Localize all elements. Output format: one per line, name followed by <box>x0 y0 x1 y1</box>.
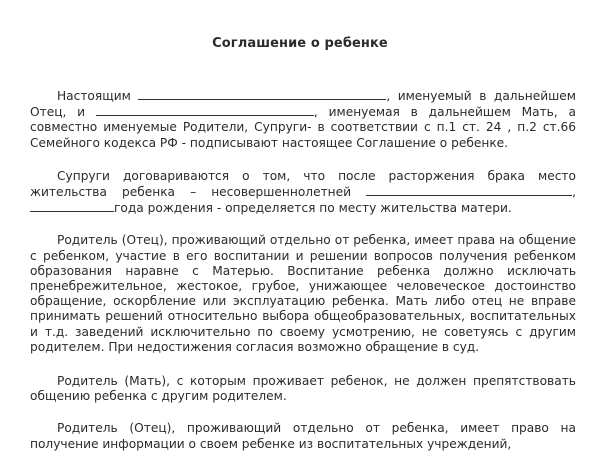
paragraph-parties-text-2: , именуемый в дальнейшем Отец, и <box>30 89 576 120</box>
document-title: Соглашение о ребенке <box>212 36 388 51</box>
paragraph-information-text: Родитель (Отец), проживающий отдельно от ребенка, имеет право на получение информации о своем ребенке из воспитательных учреждений, <box>30 421 576 451</box>
paragraph-father-rights-text: Родитель (Отец), проживающий отдельно от ребенка, имеет права на общение с ребенком, участие в его воспитании и решении вопросов получения ребенком образования наравне с Матерью. Воспитание ребенка должно исключать пренебрежительное, жестокое, грубое, унижающее человеческое достоинство обращение, оскорбление или эксплуатацию ребенка. Мать либо отец не вправе принимать решений относительно выбора общеобразовательных, воспитательных и т.д. заведений исключительно по своему усмотрению, не советуясь с другим родителем. При недостижения согласия возможно обращение в суд. <box>30 233 576 354</box>
paragraph-information <box>30 421 576 451</box>
paragraph-parties <box>30 88 576 151</box>
document-body <box>30 88 576 470</box>
paragraph-parties-text-3: , именуемая в дальнейшем Мать, а совместно именуемые Родители, Супруги- в соответствии с п.1 ст. 24 , п.2 ст.66 Семейного кодекса РФ - подписывают настоящее Соглашение о ребенке. <box>30 105 577 150</box>
paragraph-residence-text-1: Супруги договариваются о том, что после расторжения брака место жительства ребенка – несовершеннолетней <box>30 168 576 200</box>
paragraph-residence-text-2: , <box>572 185 577 200</box>
paragraph-residence-text-3: года рождения - определяется по месту жительства матери. <box>114 201 512 216</box>
paragraph-parties-text-1: Настоящим <box>57 89 131 103</box>
father-name-blank <box>138 88 386 100</box>
paragraph-residence <box>30 169 576 217</box>
child-name-blank <box>366 184 572 196</box>
paragraph-father-rights <box>30 233 576 355</box>
mother-name-blank <box>96 104 314 116</box>
paragraph-mother-duty-text: Родитель (Мать), с которым проживает ребенок, не должен препятствовать общению ребенка с другим родителем. <box>30 374 576 404</box>
paragraph-mother-duty <box>30 374 576 404</box>
birth-year-blank <box>30 200 114 212</box>
